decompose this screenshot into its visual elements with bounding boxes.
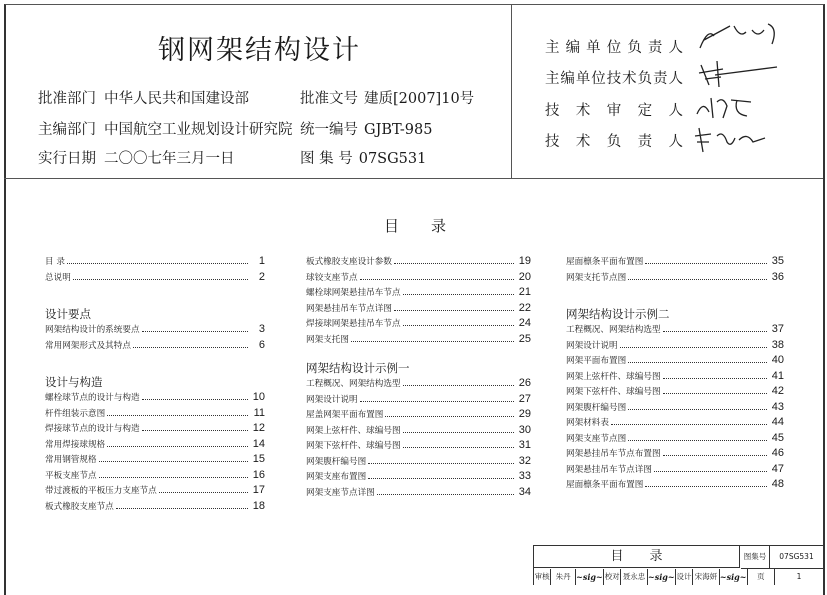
entry-page: 3: [258, 323, 265, 335]
leader-dots: [99, 477, 248, 478]
signature-technical-head: [695, 55, 785, 89]
entry-page: 30: [518, 423, 531, 436]
entry-label: 板式橡胶支座节点: [45, 501, 114, 512]
toc-entry[interactable]: [306, 439, 531, 455]
entry-page: 22: [518, 301, 531, 314]
entry-label: 网架设计说明: [566, 340, 618, 351]
meta-approving-dept: [38, 87, 249, 108]
leader-dots: [142, 399, 248, 400]
leader-dots: [628, 362, 767, 363]
entry-label: 常用钢管规格: [45, 455, 97, 465]
meta-key: 批准部门: [38, 91, 96, 107]
entry-label: 屋面檩条平面布置图: [566, 257, 644, 267]
entry-label: 常用网架形式及其特点: [45, 340, 131, 351]
page-value: 1: [796, 572, 802, 581]
entry-label: 带过渡板的平板压力支座节点: [45, 486, 157, 496]
toc-entry[interactable]: [306, 255, 531, 271]
entry-page: 45: [771, 431, 784, 444]
toc-entry[interactable]: [45, 407, 265, 423]
meta-value: 07SG531: [358, 151, 427, 167]
meta-value: 建质[2007]10号: [364, 91, 475, 107]
toc-column-1: [45, 255, 265, 515]
toc-entry[interactable]: [45, 391, 265, 407]
entry-label: 屋面檩条平面布置图: [566, 480, 644, 490]
entry-page: 2: [258, 270, 265, 283]
leader-dots: [360, 279, 514, 280]
meta-value: 中国航空工业规划设计研究院: [104, 122, 293, 138]
toc-entry[interactable]: [566, 271, 784, 287]
responsible-row: [545, 36, 683, 57]
meta-atlas-number: [300, 147, 426, 168]
leader-dots: [403, 447, 514, 448]
toc-entry[interactable]: [566, 463, 784, 479]
toc-entry[interactable]: [45, 323, 265, 339]
leader-dots: [645, 263, 767, 264]
entry-page: 26: [518, 377, 531, 389]
leader-dots: [116, 508, 248, 509]
responsible-row: [545, 67, 683, 88]
toc-entry[interactable]: [45, 453, 265, 469]
entry-label: 目 录: [45, 257, 65, 267]
toc-entry[interactable]: [306, 470, 531, 486]
atlas-number-label: 图集号: [741, 546, 770, 569]
leader-dots: [611, 424, 767, 425]
entry-label: 平板支座节点: [45, 470, 97, 481]
sheet-title: 目录: [534, 546, 740, 568]
entry-label: 常用焊接球规格: [45, 439, 106, 450]
leader-dots: [107, 415, 248, 416]
entry-page: 27: [518, 392, 531, 405]
entry-page: 38: [771, 338, 784, 351]
toc-entry[interactable]: [306, 286, 531, 302]
leader-dots: [99, 461, 248, 462]
entry-label: 焊接球网架悬挂吊车节点: [306, 319, 401, 329]
entry-page: 10: [252, 391, 265, 403]
entry-page: 33: [518, 470, 531, 482]
entry-page: 44: [771, 416, 784, 428]
meta-value: 二〇〇七年三月一日: [104, 151, 235, 167]
entry-label: 杆件组装示意图: [45, 408, 106, 419]
entry-page: 11: [253, 406, 265, 419]
toc-entry[interactable]: [45, 422, 265, 438]
entry-label: 网架上弦杆件、球编号图: [306, 425, 401, 436]
leader-dots: [663, 393, 767, 394]
signature-reviewer: [693, 92, 763, 122]
atlas-number-value: 07SG531: [770, 546, 823, 569]
entry-page: 32: [518, 454, 531, 467]
signature-tech-lead: [693, 122, 773, 154]
toc-section-heading: 设计与构造: [45, 375, 103, 389]
entry-page: 46: [771, 447, 784, 459]
meta-approval-number: [300, 87, 474, 108]
toc-entry[interactable]: [566, 385, 784, 401]
entry-label: 螺栓球节点的设计与构造: [45, 393, 140, 403]
toc-entry[interactable]: [306, 271, 531, 287]
toc-entry[interactable]: [45, 339, 265, 355]
toc-entry[interactable]: [306, 408, 531, 424]
entry-page: 18: [252, 499, 265, 512]
entry-page: 48: [771, 478, 784, 490]
leader-dots: [142, 331, 248, 332]
meta-key: 统一编号: [300, 122, 358, 138]
check-signature: ~sig~: [648, 569, 676, 585]
entry-label: 球铰支座节点: [306, 272, 358, 283]
responsible-row: [545, 130, 683, 151]
meta-key: 主编部门: [38, 122, 96, 138]
entry-page: 40: [771, 354, 784, 366]
entry-label: 网架支托节点图: [566, 272, 627, 283]
responsible-role: 技术负责人: [545, 134, 683, 150]
entry-page: 15: [252, 453, 265, 465]
leader-dots: [628, 440, 767, 441]
entry-label: 网架腹杆编号图: [566, 402, 627, 413]
entry-page: 36: [771, 270, 784, 283]
entry-label: 总说明: [45, 272, 71, 283]
leader-dots: [645, 486, 767, 487]
toc-entry[interactable]: [306, 424, 531, 440]
entry-label: 网架悬挂吊车节点详图: [306, 303, 392, 314]
toc-entry[interactable]: [566, 370, 784, 386]
entry-label: 网架上弦杆件、球编号图: [566, 371, 661, 382]
leader-dots: [133, 347, 248, 348]
entry-page: 24: [518, 317, 531, 329]
approval-row: [534, 569, 823, 585]
responsible-role: 技术审定人: [545, 103, 683, 119]
toc-entry[interactable]: [306, 317, 531, 333]
review-label: 审核: [534, 569, 551, 585]
entry-page: 14: [252, 437, 265, 450]
leader-dots: [351, 341, 514, 342]
leader-dots: [394, 263, 514, 264]
meta-effective-date: [38, 147, 235, 168]
entry-page: 34: [518, 485, 531, 498]
toc-title: 目录: [384, 217, 479, 235]
toc-section-heading: 网架结构设计示例二: [566, 307, 670, 321]
entry-label: 焊接球节点的设计与构造: [45, 424, 140, 434]
toc-entry[interactable]: [566, 339, 784, 355]
entry-page: 25: [518, 332, 531, 345]
leader-dots: [368, 463, 514, 464]
leader-dots: [654, 471, 767, 472]
toc-entry[interactable]: [306, 302, 531, 318]
entry-page: 29: [518, 408, 531, 420]
entry-page: 17: [252, 484, 265, 496]
meta-value: GJBT-985: [364, 122, 433, 138]
entry-label: 网架支托图: [306, 334, 349, 345]
leader-dots: [73, 279, 248, 280]
entry-page: 42: [771, 385, 784, 397]
design-label: 设计: [676, 569, 693, 585]
toc-entry[interactable]: [566, 323, 784, 339]
entry-label: 网架设计说明: [306, 394, 358, 405]
responsible-role: 主编单位负责人: [545, 40, 683, 56]
leader-dots: [360, 401, 514, 402]
leader-dots: [403, 325, 514, 326]
entry-label: 工程概况、网架结构选型: [566, 325, 661, 335]
entry-page: 20: [518, 270, 531, 283]
entry-page: 19: [518, 255, 531, 267]
entry-label: 网架悬挂吊车节点布置图: [566, 449, 661, 459]
toc-entry[interactable]: [306, 333, 531, 349]
header-divider: [4, 178, 823, 179]
entry-page: 31: [518, 439, 531, 451]
leader-dots: [403, 385, 514, 386]
entry-label: 网架平面布置图: [566, 356, 627, 366]
design-name: 宋海妍: [693, 569, 719, 585]
toc-section-heading: 设计要点: [45, 307, 91, 321]
leader-dots: [142, 430, 248, 431]
entry-label: 网架下弦杆件、球编号图: [306, 441, 401, 451]
leader-dots: [628, 279, 767, 280]
review-signature: ~sig~: [576, 569, 604, 585]
toc-entry[interactable]: [566, 255, 784, 271]
toc-entry[interactable]: [566, 416, 784, 432]
meta-key: 批准文号: [300, 91, 358, 107]
toc-entry[interactable]: [45, 484, 265, 500]
responsible-role: 主编单位技术负责人: [545, 71, 683, 87]
entry-label: 网架支座节点图: [566, 433, 627, 444]
toc-entry[interactable]: [306, 486, 531, 502]
leader-dots: [394, 310, 514, 311]
toc-column-2: [306, 255, 531, 501]
meta-unified-number: [300, 118, 432, 139]
toc-entry[interactable]: [306, 377, 531, 393]
entry-label: 屋盖网架平面布置图: [306, 410, 384, 420]
entry-label: 网架腹杆编号图: [306, 456, 367, 467]
leader-dots: [628, 409, 767, 410]
leader-dots: [67, 263, 248, 264]
entry-page: 47: [771, 462, 784, 475]
signature-chief-editor: [690, 18, 790, 54]
entry-label: 网架结构设计的系统要点: [45, 325, 140, 335]
toc-entry[interactable]: [45, 438, 265, 454]
entry-label: 网架支座布置图: [306, 472, 367, 482]
page-label: 页: [748, 569, 775, 585]
toc-entry[interactable]: [566, 354, 784, 370]
atlas-title: 钢网架结构设计: [158, 35, 361, 66]
meta-editing-dept: [38, 118, 293, 139]
leader-dots: [620, 347, 767, 348]
leader-dots: [403, 432, 514, 433]
toc-entry[interactable]: [45, 271, 265, 287]
leader-dots: [663, 378, 767, 379]
leader-dots: [663, 455, 767, 456]
meta-key: 图 集 号: [300, 151, 353, 167]
toc-entry[interactable]: [566, 432, 784, 448]
title-block: [533, 545, 823, 585]
check-name: 聂永忠: [621, 569, 647, 585]
leader-dots: [385, 416, 514, 417]
toc-section-heading: 网架结构设计示例一: [306, 361, 410, 375]
toc-entry[interactable]: [45, 469, 265, 485]
entry-page: 16: [252, 468, 265, 481]
entry-label: 螺栓球网架悬挂吊车节点: [306, 288, 401, 298]
entry-page: 37: [771, 323, 784, 335]
toc-entry[interactable]: [566, 447, 784, 463]
entry-label: 网架支座节点详图: [306, 487, 375, 498]
check-label: 校对: [604, 569, 621, 585]
meta-key: 实行日期: [38, 151, 96, 167]
leader-dots: [403, 294, 514, 295]
design-signature: ~sig~: [720, 569, 748, 585]
toc-entry[interactable]: [566, 401, 784, 417]
entry-label: 网架材料表: [566, 418, 609, 428]
entry-label: 板式橡胶支座设计参数: [306, 257, 392, 267]
toc-column-3: [566, 255, 784, 494]
entry-label: 网架下弦杆件、球编号图: [566, 387, 661, 397]
leader-dots: [368, 478, 514, 479]
responsible-row: [545, 99, 683, 120]
toc-entry[interactable]: [306, 455, 531, 471]
toc-entry[interactable]: [566, 478, 784, 494]
entry-page: 35: [771, 255, 784, 267]
entry-page: 6: [258, 338, 265, 351]
review-name: 朱丹: [551, 569, 576, 585]
entry-page: 21: [518, 286, 531, 298]
entry-label: 工程概况、网架结构选型: [306, 379, 401, 389]
leader-dots: [663, 331, 767, 332]
leader-dots: [159, 492, 248, 493]
entry-page: 12: [252, 422, 265, 434]
toc-entry[interactable]: [306, 393, 531, 409]
toc-entry[interactable]: [45, 500, 265, 516]
entry-page: 43: [771, 400, 784, 413]
leader-dots: [107, 446, 248, 447]
entry-page: 1: [258, 255, 265, 267]
entry-page: 41: [771, 369, 784, 382]
entry-label: 网架悬挂吊车节点详图: [566, 464, 652, 475]
meta-value: 中华人民共和国建设部: [104, 91, 249, 107]
header-vertical-divider: [511, 4, 512, 178]
toc-entry[interactable]: [45, 255, 265, 271]
leader-dots: [377, 494, 514, 495]
